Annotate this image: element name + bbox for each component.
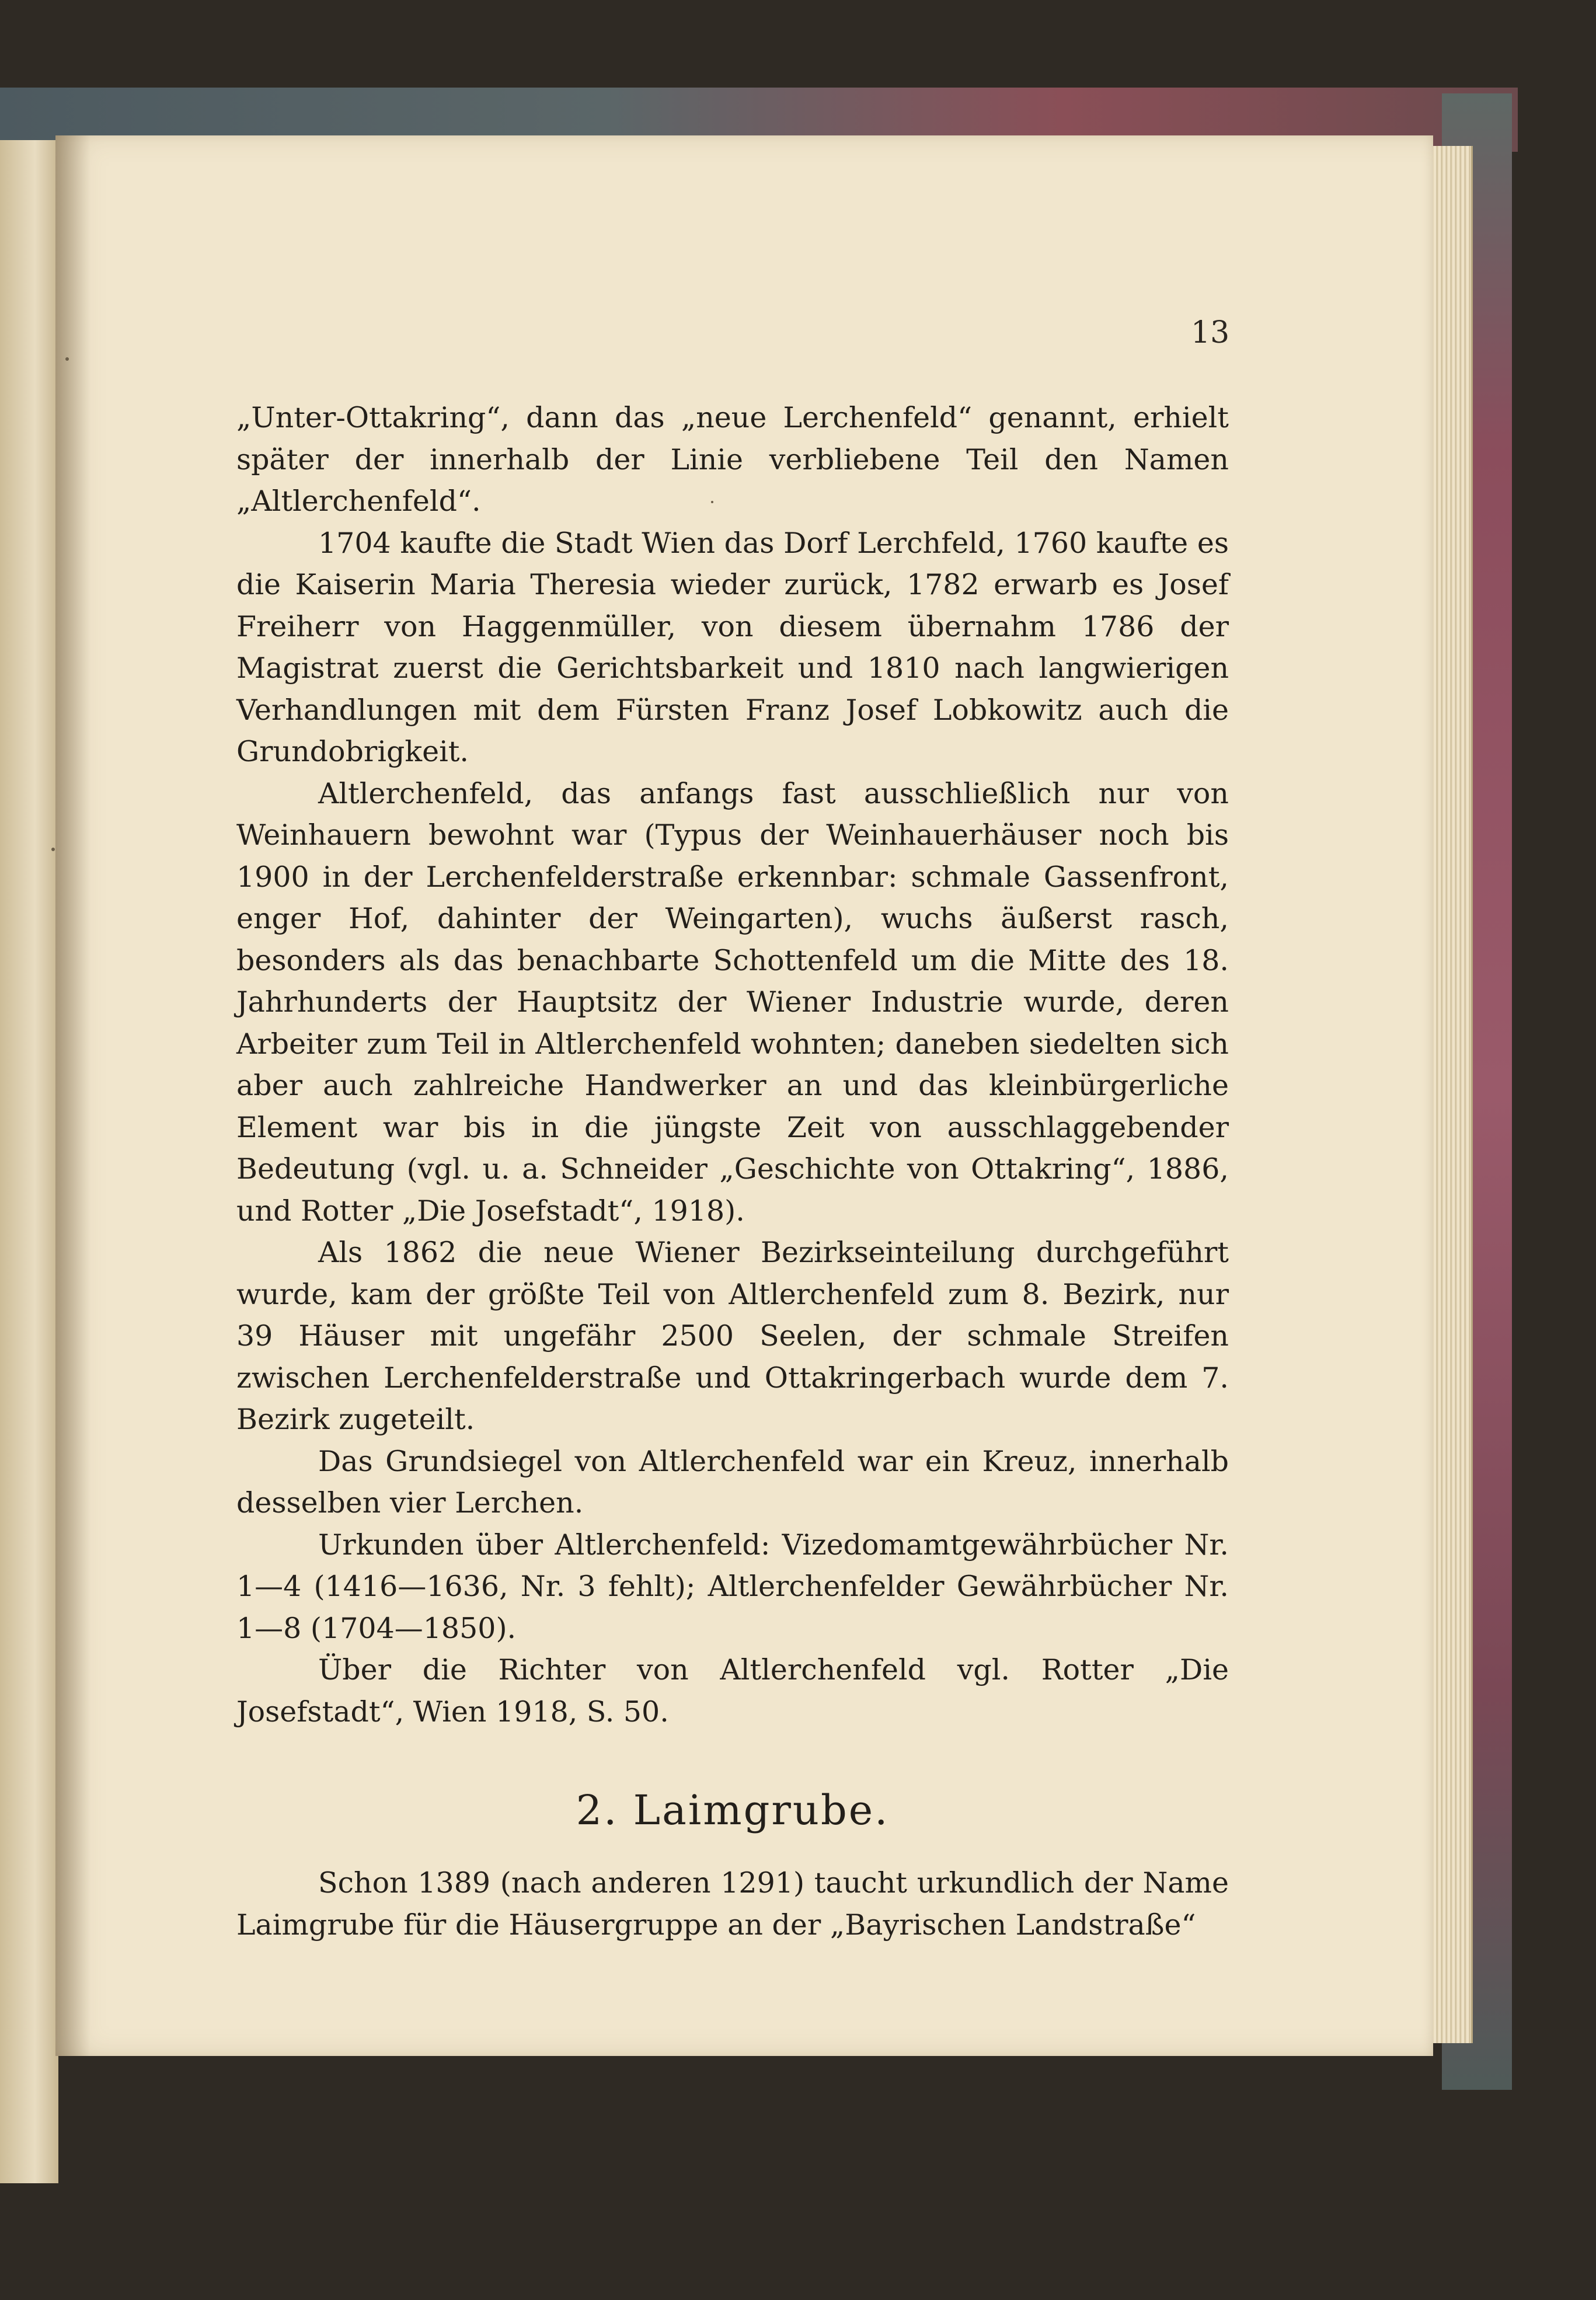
page-number: 13	[1191, 315, 1230, 350]
paragraph: „Unter-Ottakring“, dann das „neue Lerchenfeld“ genannt, erhielt später der innerhalb der Linie verbliebene Teil den Namen „Altlerchenfeld“.	[236, 401, 1229, 518]
paragraph: Das Grundsiegel von Altlerchenfeld war ein Kreuz, innerhalb desselben vier Lerchen.	[236, 1444, 1229, 1520]
gutter-shadow	[55, 135, 90, 2056]
paragraph: Über die Richter von Altlerchenfeld vgl. Rotter „Die Josefstadt“, Wien 1918, S. 50.	[236, 1653, 1229, 1729]
paragraph: Schon 1389 (nach anderen 1291) taucht urkundlich der Name Laimgrube für die Häusergruppe an der „Bayrischen Landstraße“	[236, 1866, 1229, 1942]
section-heading: 2. Laimgrube.	[576, 1786, 890, 1834]
ink-speck	[51, 848, 55, 851]
paragraph: 1704 kaufte die Stadt Wien das Dorf Lerchfeld, 1760 kaufte es die Kaiserin Maria Theresia wieder zurück, 1782 erwarb es Josef Freiherr von Haggenmüller, von diesem übernahm 1786 der Magistrat zuerst die Gerichtsbarkeit und 1810 nach langwierigen Verhandlungen mit dem Fürsten Franz Josef Lobkowitz auch die Grundobrigkeit.	[236, 526, 1229, 768]
paragraph: Urkunden über Altlerchenfeld: Vizedomamtgewährbücher Nr. 1—4 (1416—1636, Nr. 3 fehlt); Altlerchenfelder Gewährbücher Nr. 1—8 (1704—1850).	[236, 1528, 1229, 1645]
previous-page-strip	[0, 140, 58, 2183]
body-text	[236, 397, 1229, 1946]
paragraph: Altlerchenfeld, das anfangs fast ausschließlich nur von Weinhauern bewohnt war (Typus der Weinhauerhäuser noch bis 1900 in der Lerchenfelderstraße erkennbar: schmale Gassenfront, enger Hof, dahinter der Weingarten), wuchs äußerst rasch, besonders als das benachbarte Schottenfeld um die Mitte des 18. Jahrhunderts der Hauptsitz der Wiener Industrie wurde, deren Arbeiter zum Teil in Altlerchenfeld wohnten; daneben siedelten sich aber auch zahlreiche Handwerker an und das kleinbürgerliche Element war bis in die jüngste Zeit von ausschlaggebender Bedeutung (vgl. u. a. Schneider „Geschichte von Ottakring“, 1886, und Rotter „Die Josefstadt“, 1918).	[236, 776, 1229, 1228]
paragraph: Als 1862 die neue Wiener Bezirkseinteilung durchgeführt wurde, kam der größte Teil von Altlerchenfeld zum 8. Bezirk, nur 39 Häuser mit ungefähr 2500 Seelen, der schmale Streifen zwischen Lerchenfelderstraße und Ottakringerbach wurde dem 7. Bezirk zugeteilt.	[236, 1236, 1229, 1436]
ink-speck	[65, 357, 69, 361]
